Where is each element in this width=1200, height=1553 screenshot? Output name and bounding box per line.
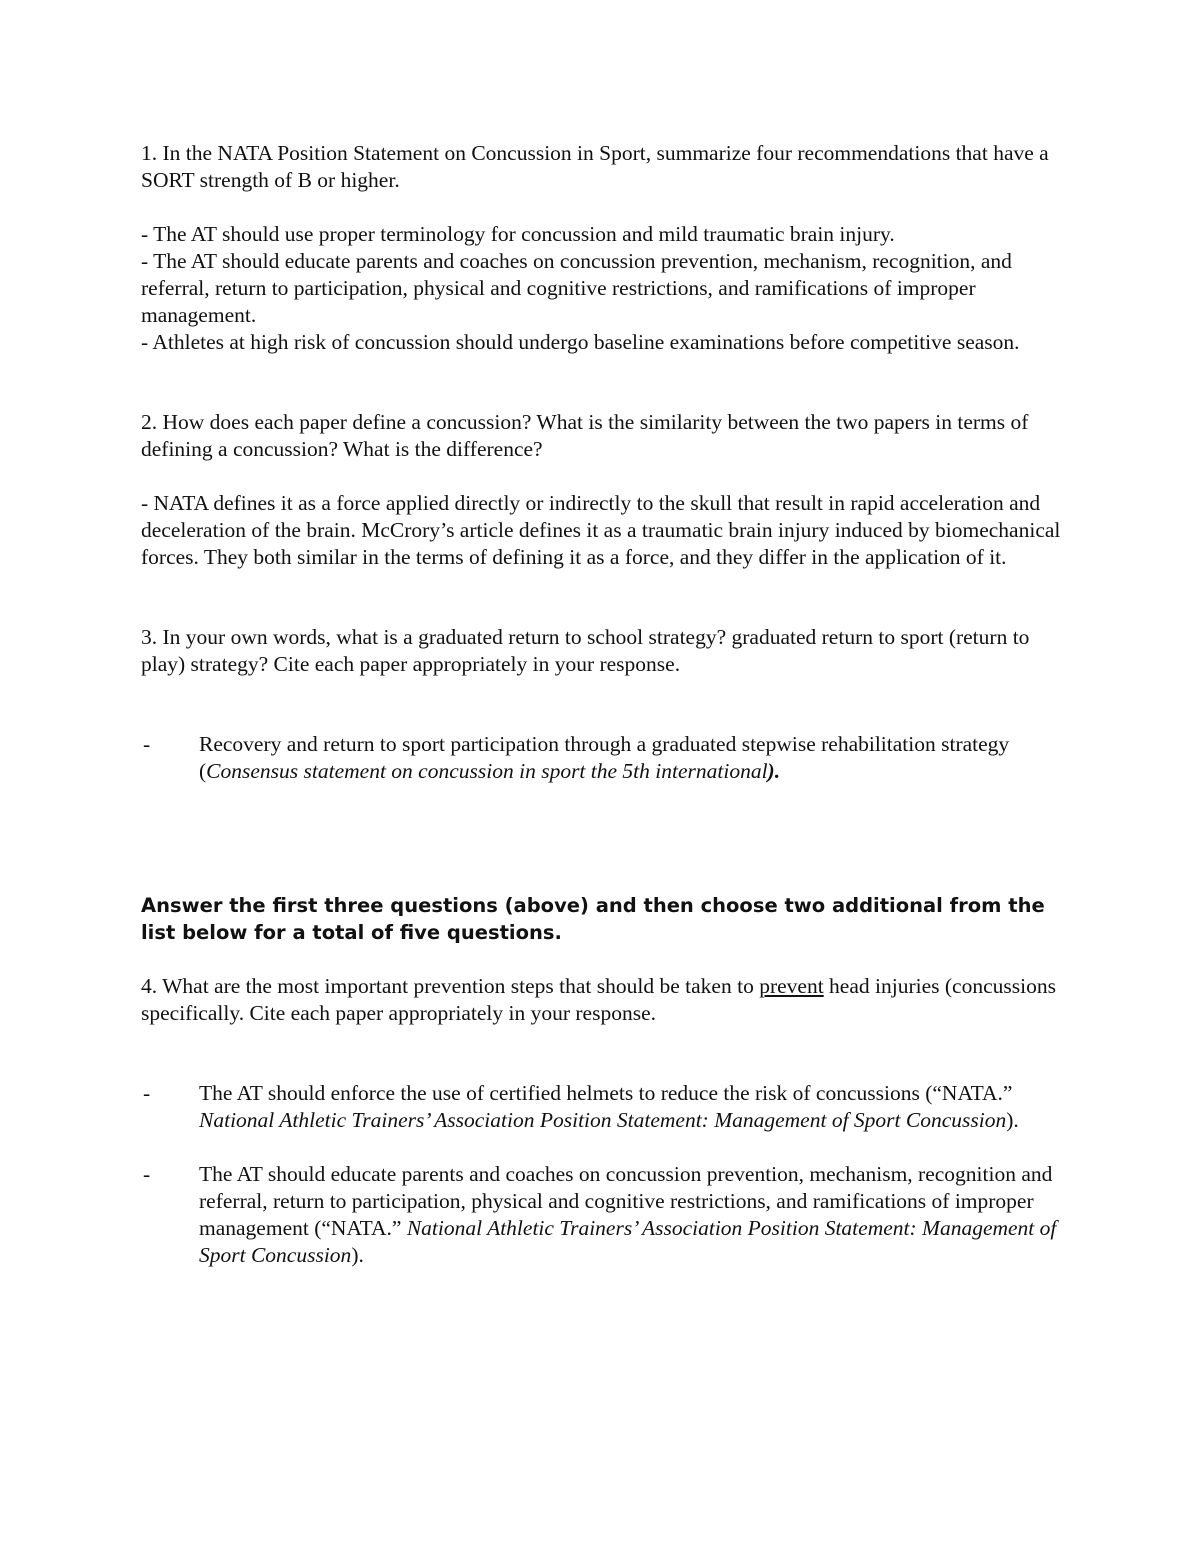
instruction-text: Answer the first three questions (above) and then choose two additional from the list below for a total of five questions. [141, 894, 1045, 944]
answer-1-item-3: - Athletes at high risk of concussion should undergo baseline examinations before competitive season. [141, 330, 1020, 354]
citation: National Athletic Trainers’ Association Position Statement: Management of Sport Concussion [199, 1108, 1007, 1132]
citation-end: ). [1006, 1108, 1019, 1132]
citation: Consensus statement on concussion in sport the 5th international [206, 759, 768, 783]
citation-end: ). [767, 759, 781, 783]
answer-1-item-1: - The AT should use proper terminology for concussion and mild traumatic brain injury. [141, 222, 895, 246]
question-3: 3. In your own words, what is a graduated return to school strategy? graduated return to sport (return to play) strategy? Cite each paper appropriately in your response. [141, 625, 1030, 676]
bullet-body: The AT should enforce the use of certified helmets to reduce the risk of concussions (“NATA.” [199, 1081, 1013, 1105]
document-page [141, 140, 1061, 1269]
citation-end: ). [351, 1243, 364, 1267]
answer-3-bullet [141, 731, 1061, 785]
bullet-dash: - [143, 1081, 151, 1105]
answer-4-bullet-1 [141, 1080, 1061, 1134]
question-4-underlined: prevent [759, 974, 824, 998]
question-2: 2. How does each paper define a concussion? What is the similarity between the two papers in terms of defining a concussion? What is the difference? [141, 410, 1029, 461]
bullet-text [199, 1080, 1061, 1134]
answer-4-bullet-2 [141, 1161, 1061, 1269]
question-4 [141, 973, 1061, 1027]
question-4-post: head injuries (concussions specifically. Cite each paper appropriately in your response. [141, 974, 1056, 1025]
question-4-pre: 4. What are the most important prevention steps that should be taken to [141, 974, 760, 998]
answer-2: - NATA defines it as a force applied directly or indirectly to the skull that result in rapid acceleration and deceleration of the brain. McCrory’s article defines it as a traumatic brain injury induced by biomechanical forces. They both similar in the terms of defining it as a force, and they differ in the application of it. [141, 491, 1061, 569]
bullet-text [199, 731, 1061, 785]
citation: National Athletic Trainers’ Association Position Statement: Management of Sport Concussion [199, 1216, 1057, 1267]
bullet-dash: - [143, 732, 151, 756]
answer-1-item-2: - The AT should educate parents and coaches on concussion prevention, mechanism, recognition, and referral, return to participation, physical and cognitive restrictions, and ramifications of improper management. [141, 249, 1012, 327]
bullet-body: The AT should educate parents and coaches on concussion prevention, mechanism, recognition and referral, return to participation, physical and cognitive restrictions, and ramifications of improper management (“NATA.” [199, 1162, 1053, 1240]
bullet-dash: - [143, 1162, 151, 1186]
bullet-text [199, 1161, 1061, 1269]
bullet-body: Recovery and return to sport participation through a graduated stepwise rehabilitation strategy ( [199, 732, 1010, 783]
question-1: 1. In the NATA Position Statement on Concussion in Sport, summarize four recommendations that have a SORT strength of B or higher. [141, 141, 1049, 192]
